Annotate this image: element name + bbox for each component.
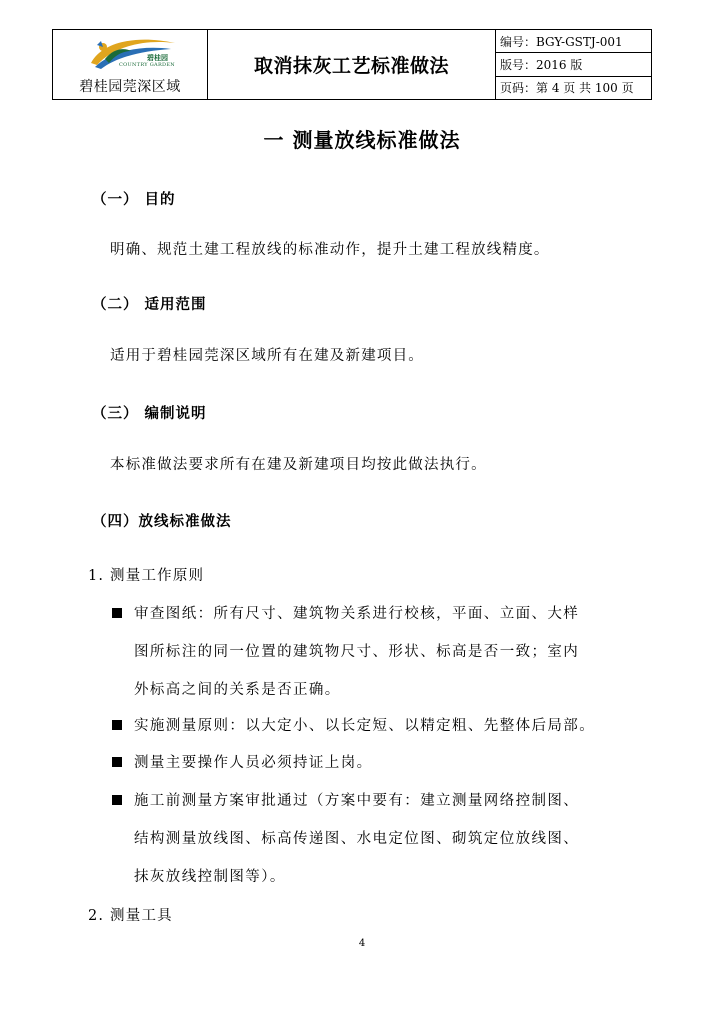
bullet-icon bbox=[112, 757, 122, 767]
logo-chinese-small: 碧桂园 bbox=[147, 54, 168, 62]
doc-page-count: 页码：第 4 页 共 100 页 bbox=[496, 76, 651, 99]
heading-purpose: （一） 目的 bbox=[92, 192, 176, 208]
paragraph-notes: 本标准做法要求所有在建及新建项目均按此做法执行。 bbox=[110, 457, 487, 473]
header-title: 取消抹灰工艺标准做法 bbox=[208, 30, 496, 99]
paragraph-purpose: 明确、规范土建工程放线的标准动作，提升土建工程放线精度。 bbox=[110, 242, 550, 258]
bullet-text: 施工前测量方案审批通过（方案中要有：建立测量网络控制图、 bbox=[134, 793, 580, 809]
bullet-text: 实施测量原则：以大定小、以长定短、以精定粗、先整体后局部。 bbox=[134, 718, 596, 734]
heading-standard: （四）放线标准做法 bbox=[92, 514, 232, 530]
heading-scope: （二） 适用范围 bbox=[92, 297, 207, 313]
doc-code: 编号：BGY-GSTJ-001 bbox=[500, 34, 623, 49]
list-item-tools: 2. 测量工具 bbox=[88, 908, 173, 924]
bullet-text: 图所标注的同一位置的建筑物尺寸、形状、标高是否一致；室内 bbox=[134, 644, 580, 660]
doc-version: 版号：2016 版 bbox=[496, 52, 651, 75]
org-name: 碧桂园莞深区域 bbox=[79, 79, 181, 95]
bullet-text: 结构测量放线图、标高传递图、水电定位图、砌筑定位放线图、 bbox=[134, 831, 580, 847]
bullet-text: 测量主要操作人员必须持证上岗。 bbox=[134, 755, 373, 771]
bullet-icon bbox=[112, 720, 122, 730]
bullet-text: 抹灰放线控制图等）。 bbox=[134, 869, 286, 885]
page-number: 4 bbox=[358, 938, 366, 949]
paragraph-scope: 适用于碧桂园莞深区域所有在建及新建项目。 bbox=[110, 348, 424, 364]
bullet-icon bbox=[112, 608, 122, 618]
document-header bbox=[52, 29, 652, 100]
bullet-text: 外标高之间的关系是否正确。 bbox=[134, 682, 341, 698]
logo-cell bbox=[53, 30, 208, 99]
heading-notes: （三） 编制说明 bbox=[92, 406, 207, 422]
country-garden-logo-icon bbox=[83, 33, 183, 77]
header-meta bbox=[496, 30, 651, 99]
bullet-text: 审查图纸：所有尺寸、建筑物关系进行校核，平面、立面、大样 bbox=[134, 606, 580, 622]
list-item-principles: 1. 测量工作原则 bbox=[88, 568, 205, 584]
logo-english: COUNTRY GARDEN bbox=[119, 62, 175, 68]
bullet-icon bbox=[112, 795, 122, 805]
section-title: 一 测量放线标准做法 bbox=[263, 128, 461, 152]
